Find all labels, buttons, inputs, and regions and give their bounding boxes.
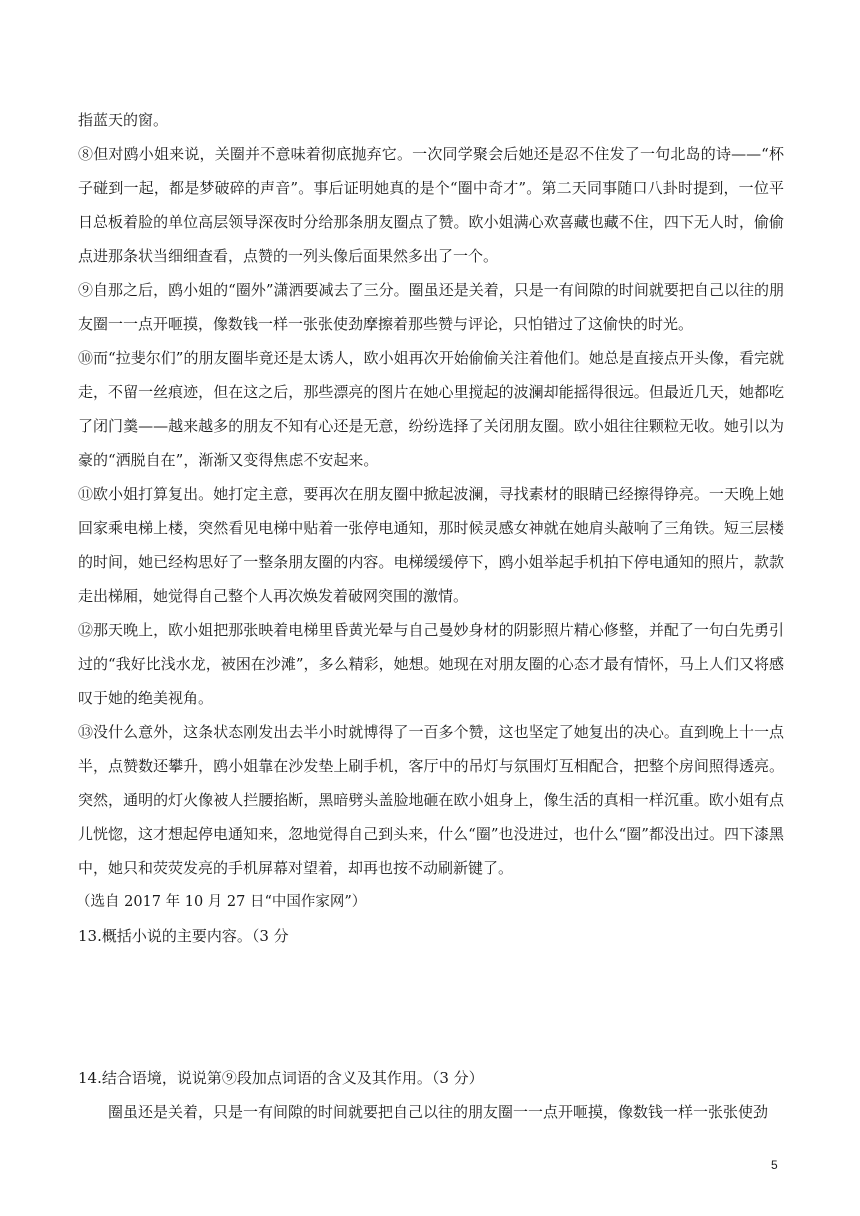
paragraph-13: ⑬没什么意外，这条状态刚发出去半小时就博得了一百多个赞，这也坚定了她复出的决心。直到晚上十一点半，点赞数还攀升，鸥小姐靠在沙发垫上刷手机，客厅中的吊灯与氛围灯互相配合，把整个房间照得透亮。突然，通明的灯火像被人拦腰掐断，黑暗劈头盖脸地砸在欧小姐身上，像生活的真相一样沉重。欧小姐有点儿恍惚，这才想起停电通知来，忽地觉得自己到头来，什么“圈”也没进过，也什么“圈”都没出过。四下漆黑中，她只和荧荧发亮的手机屏幕对望着，却再也按不动刷新键了。: [78, 723, 784, 877]
paragraph-8: ⑧但对鸥小姐来说，关圈并不意味着彻底抛弃它。一次同学聚会后她还是忍不住发了一句北岛的诗——“杯子碰到一起，都是梦破碎的声音”。事后证明她真的是个“圈中奇才”。第二天同事随口八卦时提到，一位平日总板着脸的单位高层领导深夜时分给那条朋友圈点了赞。欧小姐满心欢喜藏也藏不住，四下无人时，偷偷点进那条状当细细查看，点赞的一列头像后面果然多出了一个。: [78, 145, 784, 265]
paragraph-10: ⑩而“拉斐尔们”的朋友圈毕竟还是太诱人，欧小姐再次开始偷偷关注着他们。她总是直接点开头像，看完就走，不留一丝痕迹，但在这之后，那些漂亮的图片在她心里搅起的波澜却能摇得很远。但最近几天，她都吃了闭门羹——越来越多的朋友不知有心还是无意，纷纷选择了关闭朋友圈。欧小姐往往颗粒无收。她引以为豪的“洒脱自在”，渐渐又变得焦虑不安起来。: [78, 349, 784, 469]
paragraph-11: ⑪欧小姐打算复出。她打定主意，要再次在朋友圈中掀起波澜，寻找素材的眼睛已经擦得铮亮。一天晚上她回家乘电梯上楼，突然看见电梯中贴着一张停电通知，那时候灵感女神就在她肩头敲响了三角铁。短三层楼的时间，她已经构思好了一整条朋友圈的内容。电梯缓缓停下，鸥小姐举起手机拍下停电通知的照片，款款走出梯厢，她觉得自己整个人再次焕发着破网突围的激情。: [78, 485, 784, 605]
answer-space: [78, 953, 784, 1061]
paragraph-12: ⑫那天晚上，欧小姐把那张映着电梯里昏黄光晕与自己曼妙身材的阴影照片精心修整，并配了一句白先勇引过的“我好比浅水龙，被困在沙滩”，多么精彩，她想。她现在对朋友圈的心态才最有情怀，马上人们又将感叹于她的绝美视角。: [78, 621, 784, 707]
paragraph-7-tail: 指蓝天的窗。: [78, 111, 169, 129]
text-body: [78, 103, 784, 1129]
question-14-quote: 圈虽还是关着，只是一有间隙的时间就要把自己以往的朋友圈一一点开咂摸，像数钱一样一张张使劲: [108, 1103, 769, 1121]
question-14: 14.结合语境，说说第⑨段加点词语的含义及其作用。（3 分）: [78, 1069, 484, 1087]
paragraph-9: ⑨自那之后，鸥小姐的“圈外”潇洒要减去了三分。圈虽还是关着，只是一有间隙的时间就要把自己以往的朋友圈一一点开咂摸，像数钱一样一张张使劲摩擦着那些赞与评论，只怕错过了这偷快的时光。: [78, 281, 784, 333]
page-number: 5: [771, 1158, 778, 1172]
question-13: 13.概括小说的主要内容。（3 分: [78, 927, 289, 945]
source-citation: （选自 2017 年 10 月 27 日“中国作家网”）: [76, 894, 367, 910]
